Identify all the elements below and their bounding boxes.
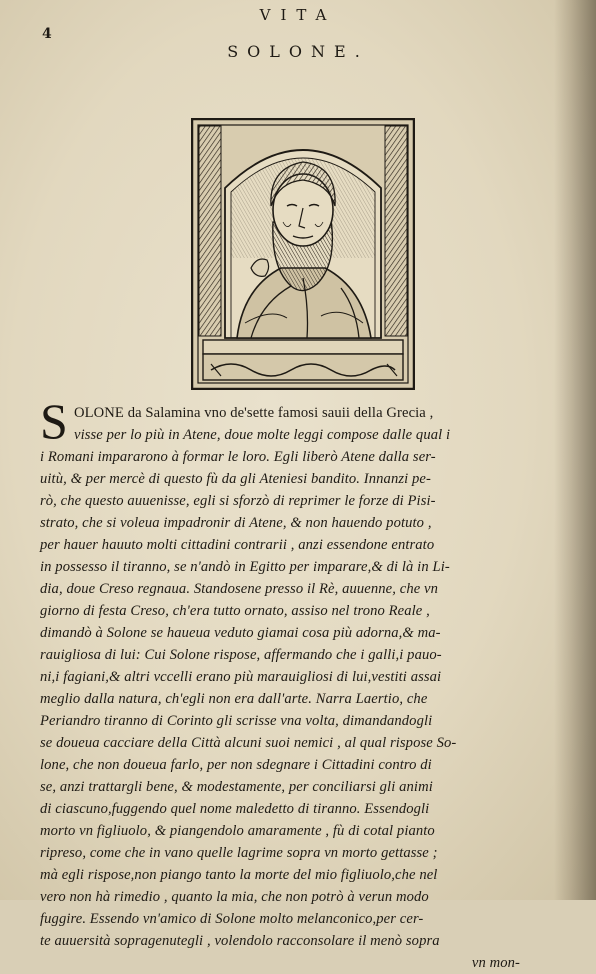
text-line: ripreso, come che in vano quelle lagrime sopra vn morto gettasse ; [40,845,438,861]
text-line: rò, che questo auuenisse, egli si sforzò di reprimer le forze di Pisi- [40,493,436,509]
text-line: visse per lo più in Atene, doue molte leggi compose dalle qual i [74,427,451,443]
text-line: dimandò à Solone se haueua veduto giamai cosa più adorna,& ma- [40,625,441,641]
text-line: in possesso il tiranno, se n'andò in Egitto per imparare,& di là in Li- [40,559,450,575]
text-line: i Romani impararono à formar le loro. Egli liberò Atene dalla ser- [40,449,436,465]
chapter-title: SOLONE. [227,42,369,61]
text-line: OLONE da Salamina vno de'sette famosi sauii della Grecia , [74,405,434,421]
text-line: dia, doue Creso regnaua. Standosene presso il Rè, auuenne, che vn [40,581,439,597]
text-line: te auuersità sopragenutegli , volendolo racconsolare il menò sopra [40,933,440,949]
text-line: se, anzi trattargli bene, & modestamente, per conciliarsi gli animi [40,779,433,795]
running-head: VITA [259,6,337,24]
page-number: 4 [42,26,52,42]
text-line: lone, che non doueua farlo, per non sdegnare i Cittadini contro di [40,757,432,773]
text-line: fuggire. Essendo vn'amico di Solone molto melanconico,per cer- [40,911,424,927]
text-line: giorno di festa Creso, ch'era tutto ornato, assiso nel trono Reale , [40,603,430,619]
text-line: morto vn figliuolo, & piangendolo amaramente , fù di cotal pianto [40,823,435,839]
text-line: ni,i fagiani,& altri vccelli erano più marauigliosi di lui,vestiti assai [40,669,442,685]
text-line: strato, che si voleua impadronir di Atene, & non hauendo potuto , [40,515,432,531]
text-line: mà egli rispose,non piango tanto la morte del mio figliuolo,che nel [40,867,438,883]
drop-cap: S [40,393,68,449]
paragraph [40,393,572,974]
text-line: vero non hà rimedio , quanto la mia, che non potrò à verun modo [40,889,429,905]
text-line: Periandro tiranno di Corinto gli scrisse vna volta, dimandandogli [40,713,433,729]
text-line: uitù, & per mercè di questo fù da gli Ateniesi bandito. Innanzi pe- [40,471,431,487]
text-line: meglio dalla natura, ch'egli non era dall'arte. Narra Laertio, che [40,691,428,707]
text-line: per hauer hauuto molti cittadini contrarii , anzi essendone entrato [40,537,435,553]
text-line: di ciascuno,fuggendo quel nome maledetto di tiranno. Essendogli [40,801,430,817]
text-line: rauigliosa di lui: Cui Solone rispose, affermando che i galli,i pauo- [40,647,442,663]
catchword: vn mon- [471,955,520,971]
text-line: se doueua cacciare della Città alcuni suoi nemici , al qual rispose So- [40,735,457,751]
solone-portrait-woodcut [191,118,415,390]
body-text [40,393,572,974]
